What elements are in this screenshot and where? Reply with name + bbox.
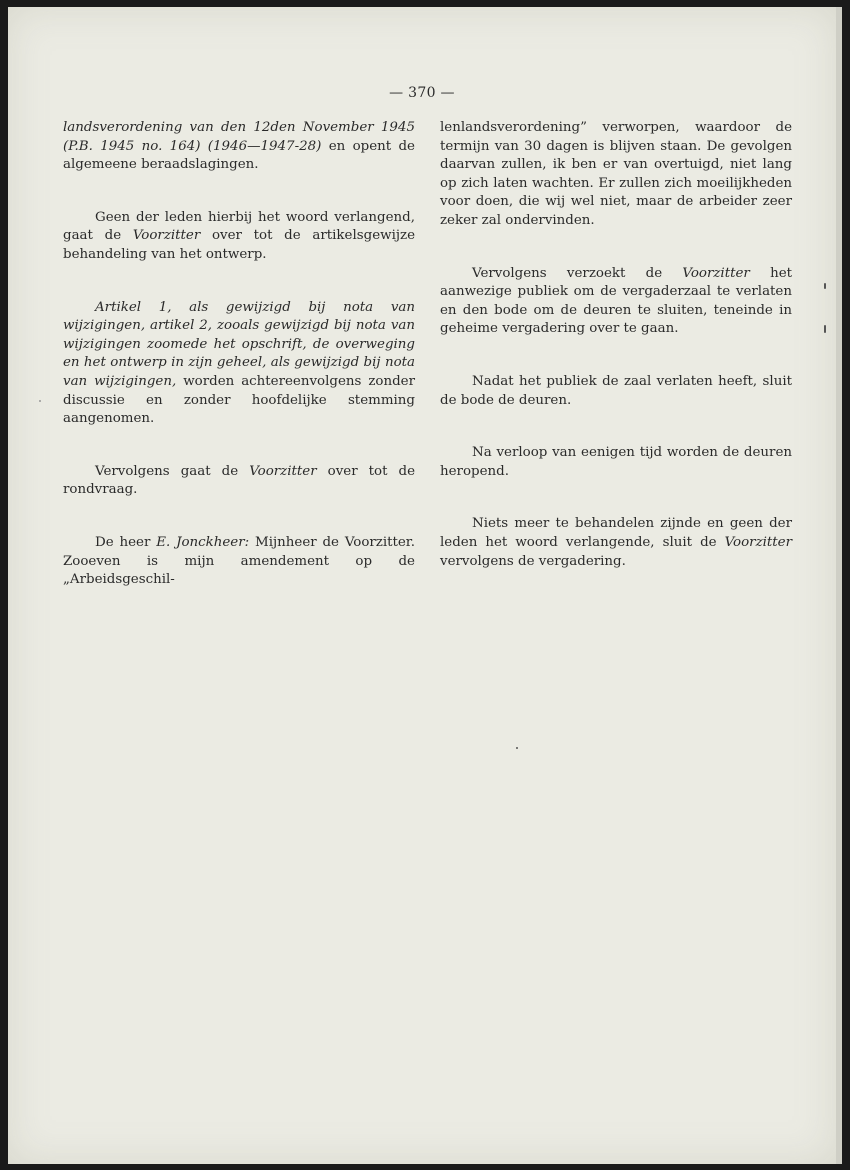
left-column bbox=[63, 119, 415, 590]
paragraph-text: en opent de algemeene beraadslagingen. bbox=[63, 138, 415, 173]
voorzitter-name: Voorzitter bbox=[724, 534, 792, 550]
paragraph-right-1: lenlandsverordening” verworpen, waardoor de termijn van 30 dagen is blijven staan. De gevolgen daarvan zullen, ik ben er van overtuigd, niet lang op zich laten wachten. Er zullen zich moeilijkheden voor doen, die wij wel niet, maar de arbeider zeer zeker zal ondervinden. bbox=[440, 120, 792, 228]
document-page bbox=[8, 7, 842, 1164]
speck-mark bbox=[39, 400, 41, 402]
speck-mark bbox=[824, 283, 826, 289]
paragraph-text: Geen der leden hierbij het woord verlangend, gaat de bbox=[63, 209, 415, 244]
paragraph-text: Vervolgens verzoekt de bbox=[472, 265, 683, 281]
paragraph-text: Niets meer te behandelen zijnde en geen der leden het woord verlangende, sluit de bbox=[440, 516, 792, 550]
paragraph-text: vervolgens de vergadering. bbox=[440, 553, 626, 569]
paragraph-text: De heer bbox=[95, 534, 157, 550]
paragraph-left-4 bbox=[63, 463, 415, 500]
paragraph-text: Vervolgens gaat de bbox=[95, 463, 250, 479]
paragraph-left-5 bbox=[63, 534, 415, 590]
paragraph-right-3: Nadat het publiek de zaal verlaten heeft, sluit de bode de deuren. bbox=[440, 373, 792, 408]
voorzitter-name: Voorzitter bbox=[682, 265, 750, 281]
right-column bbox=[440, 119, 792, 571]
paragraph-text: over tot de rondvraag. bbox=[63, 463, 416, 498]
paragraph-right-4: Na verloop van eenigen tijd worden de deuren heropend. bbox=[440, 445, 792, 479]
paragraph-text: worden achtereenvolgens zonder discussie en zonder hoofdelijke stemming aangenomen. bbox=[63, 373, 415, 427]
law-reference: landsverordening van den 12den November 1945 (P.B. 1945 no. 164) (1946—1947-28) bbox=[63, 120, 415, 154]
paragraph-text: Mijnheer de Voorzitter. Zooeven is mijn amendement op de „Arbeidsgeschil- bbox=[63, 534, 415, 588]
paragraph-left-2 bbox=[63, 209, 415, 265]
paragraph-text: het aanwezige publiek om de vergaderzaal te verlaten en den bode om de deuren te sluiten, teneinde in geheime vergadering over te gaan. bbox=[440, 265, 792, 337]
articles-text: Artikel 1, als gewijzigd bij nota van wijzigingen, artikel 2, zooals gewijzigd bij nota van wijzigingen zoomede het opschrift, de overweging en het ontwerp in zijn geheel, als gewijzigd bij nota van wijzigingen, bbox=[63, 299, 415, 389]
paragraph-left-3 bbox=[63, 299, 415, 429]
speck-mark bbox=[824, 325, 826, 333]
voorzitter-name: Voorzitter bbox=[249, 463, 317, 479]
speaker-name: E. Jonckheer: bbox=[156, 534, 250, 550]
paragraph-left-1 bbox=[63, 119, 415, 175]
paragraph-right-2 bbox=[440, 265, 792, 339]
paragraph-right-5 bbox=[440, 515, 792, 571]
page-number: — 370 — bbox=[389, 85, 455, 101]
speck-mark bbox=[516, 747, 518, 749]
paragraph-text: over tot de artikelsgewijze behandeling van het ontwerp. bbox=[63, 228, 415, 262]
voorzitter-name: Voorzitter bbox=[132, 228, 201, 244]
